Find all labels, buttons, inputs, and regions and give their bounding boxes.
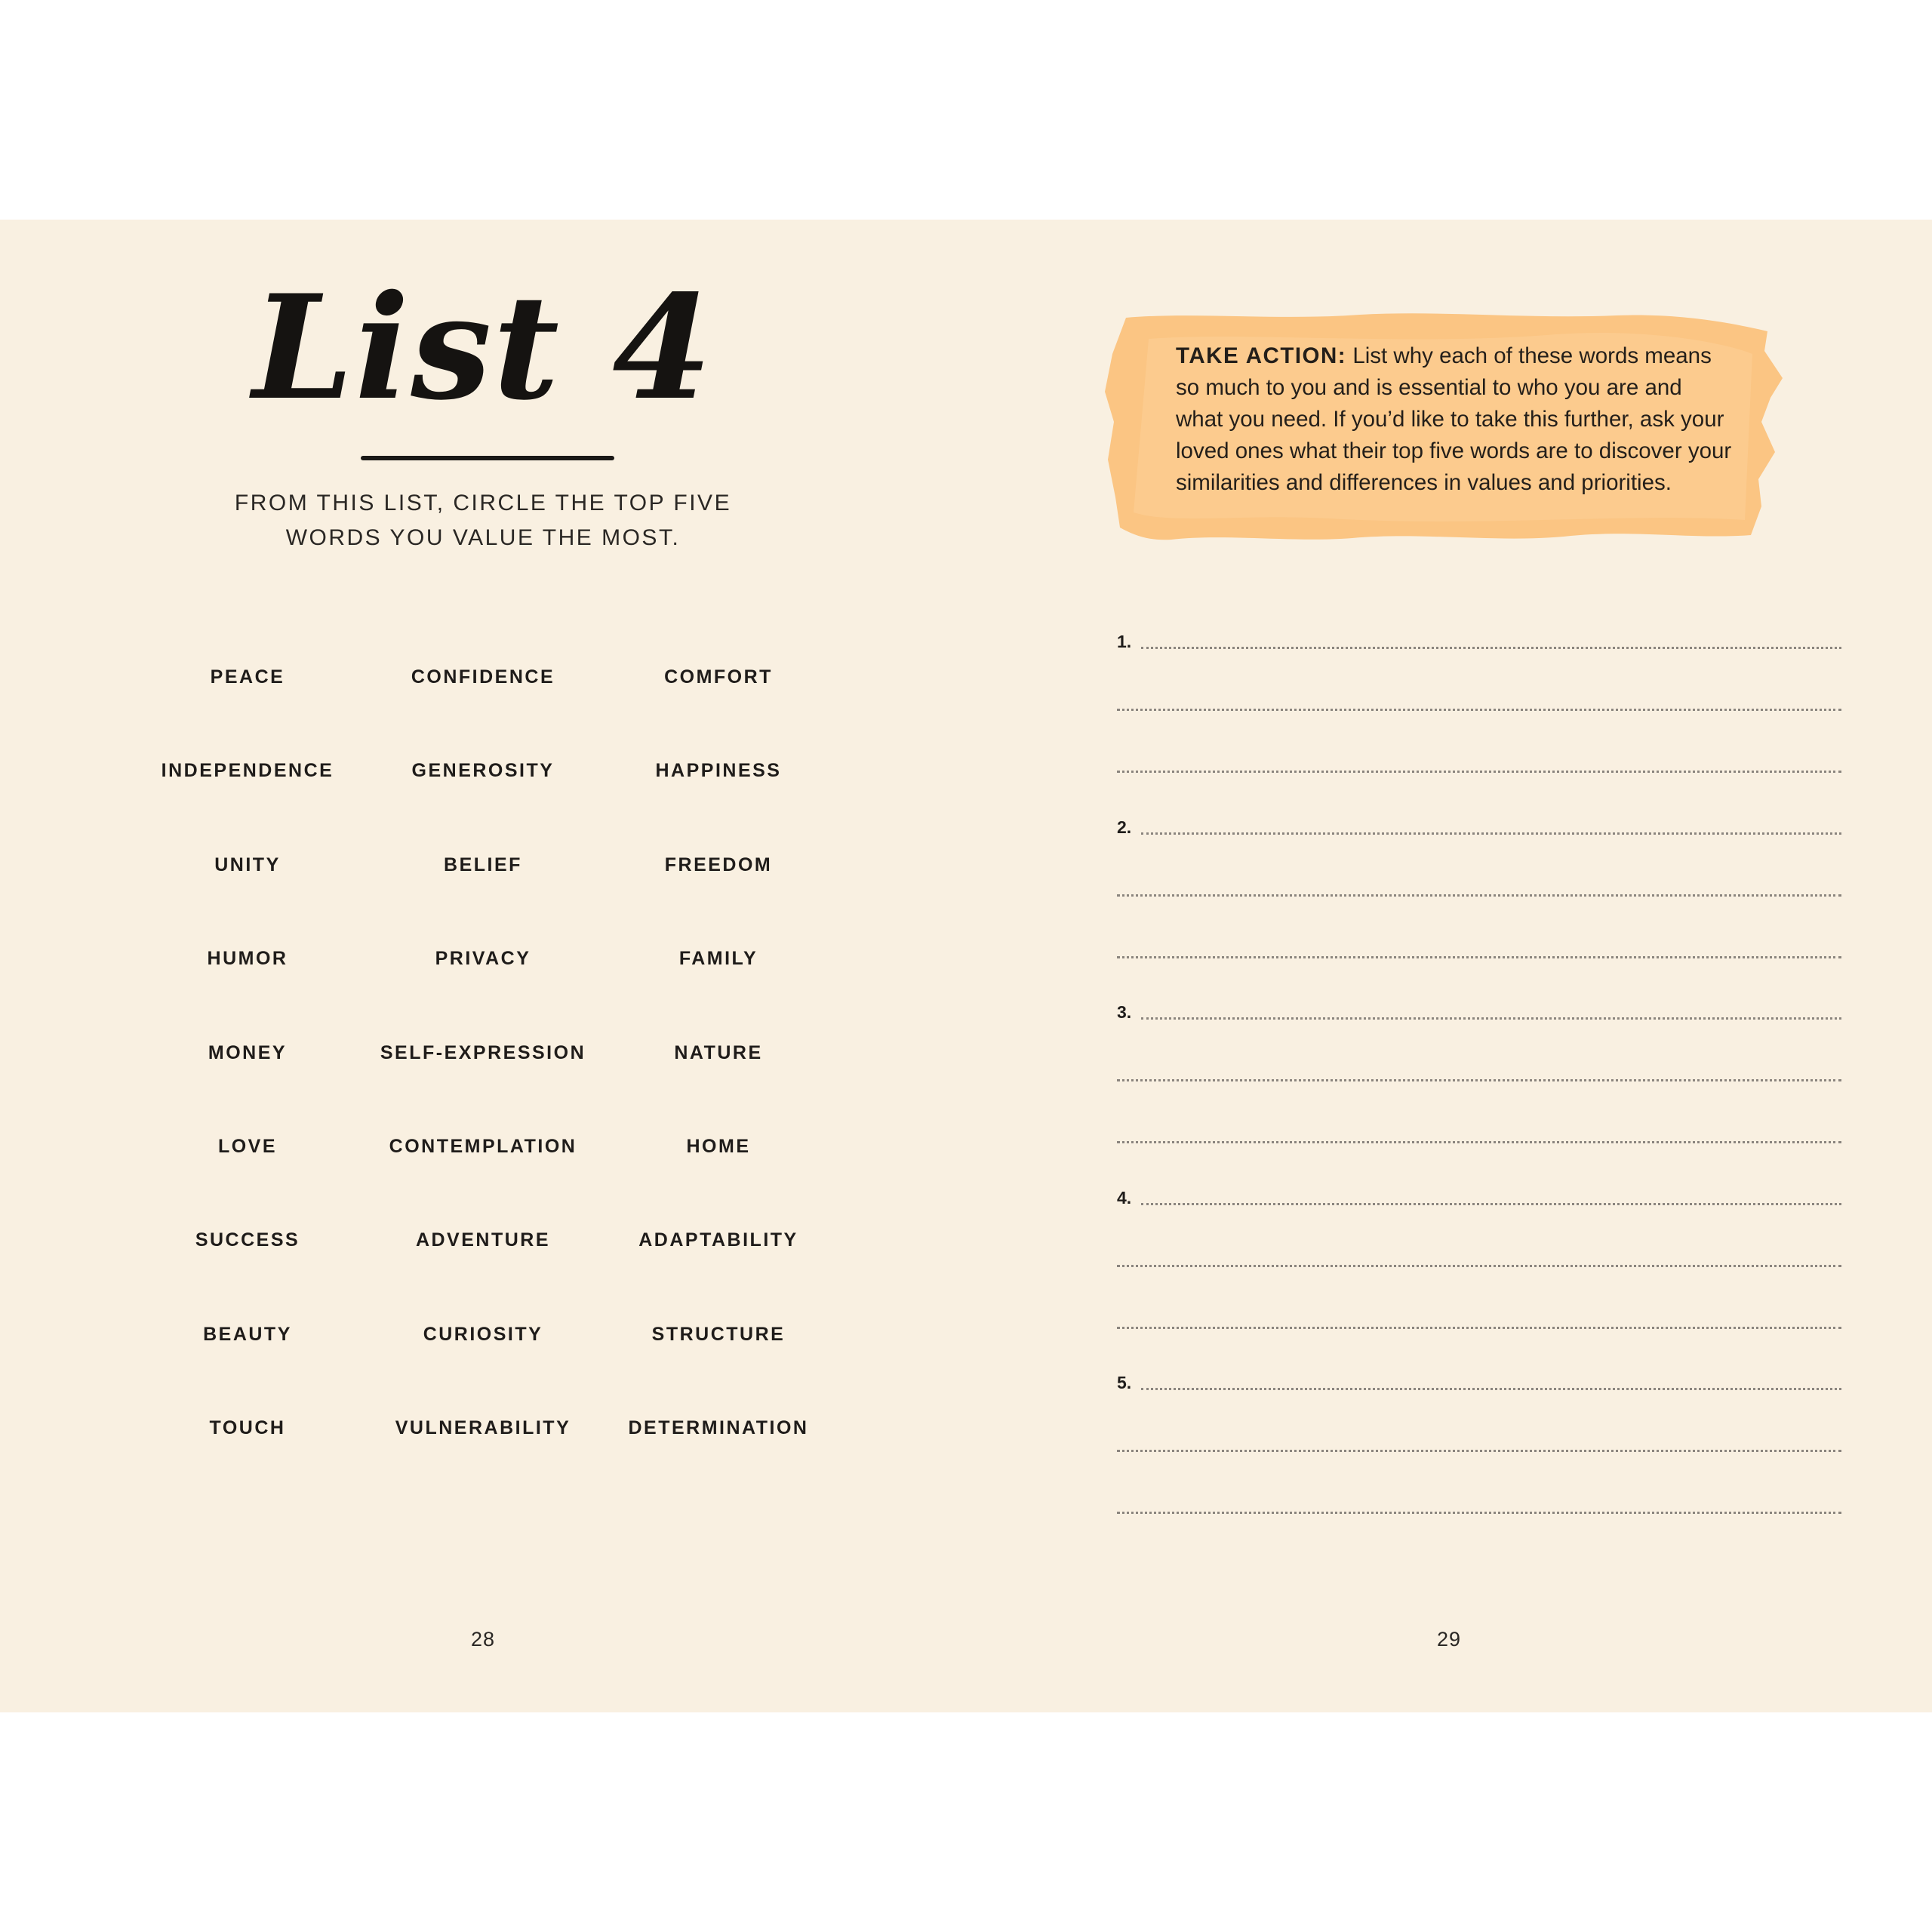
- dotted-line: [1117, 1265, 1841, 1267]
- writing-line[interactable]: [1117, 994, 1841, 1024]
- instruction-line-2: WORDS YOU VALUE THE MOST.: [285, 525, 681, 550]
- take-action-text: [1176, 340, 1734, 499]
- value-word[interactable]: LOVE: [217, 1136, 278, 1157]
- left-page: [0, 220, 966, 1712]
- take-action-body: List why each of these words means so much to you and is essential to who you are and what you need. If you’d like to take this further, ask your loved ones what their top five words are to discover your similarities and differences in values and priorities.: [1176, 343, 1732, 495]
- value-word[interactable]: DETERMINATION: [628, 1417, 809, 1439]
- writing-line[interactable]: [1117, 1364, 1841, 1395]
- value-word[interactable]: HUMOR: [207, 948, 288, 970]
- dotted-line: [1117, 956, 1841, 958]
- value-word[interactable]: GENEROSITY: [411, 760, 555, 782]
- item-number: 3.: [1117, 1002, 1132, 1022]
- dotted-line: [1141, 647, 1841, 649]
- writing-line[interactable]: [1117, 747, 1841, 777]
- item-number: 5.: [1117, 1373, 1132, 1392]
- value-word[interactable]: CONTEMPLATION: [389, 1136, 577, 1157]
- take-action-callout: [1103, 309, 1798, 568]
- writing-line[interactable]: [1117, 1056, 1841, 1086]
- writing-line[interactable]: [1117, 1118, 1841, 1148]
- item-number: 2.: [1117, 817, 1132, 837]
- value-word[interactable]: INDEPENDENCE: [161, 760, 334, 782]
- value-word[interactable]: PRIVACY: [435, 948, 531, 970]
- dotted-line: [1117, 1327, 1841, 1329]
- right-page: [966, 220, 1932, 1712]
- value-word[interactable]: SUCCESS: [195, 1229, 300, 1251]
- dotted-line: [1117, 894, 1841, 897]
- title-underline: [361, 456, 614, 460]
- value-word[interactable]: CONFIDENCE: [411, 666, 555, 688]
- value-word[interactable]: TOUCH: [209, 1417, 286, 1439]
- value-word[interactable]: FAMILY: [678, 948, 758, 970]
- value-word[interactable]: VULNERABILITY: [395, 1417, 571, 1439]
- dotted-line: [1141, 1017, 1841, 1020]
- writing-line[interactable]: [1117, 1488, 1841, 1518]
- page-title: List 4: [252, 263, 714, 432]
- item-number: 1.: [1117, 632, 1132, 651]
- value-word[interactable]: PEACE: [210, 666, 285, 688]
- value-word[interactable]: COMFORT: [664, 666, 773, 688]
- page-number: 28: [470, 1628, 496, 1651]
- value-word[interactable]: STRUCTURE: [651, 1323, 786, 1345]
- value-word[interactable]: MONEY: [208, 1041, 288, 1063]
- value-word[interactable]: HOME: [686, 1136, 751, 1157]
- dotted-line: [1117, 1450, 1841, 1452]
- dotted-line: [1141, 1203, 1841, 1205]
- writing-line[interactable]: [1117, 871, 1841, 901]
- dotted-line: [1117, 1141, 1841, 1143]
- value-word[interactable]: FREEDOM: [664, 854, 773, 875]
- book-spread: [0, 220, 1932, 1712]
- writing-line[interactable]: [1117, 1180, 1841, 1210]
- dotted-line: [1117, 771, 1841, 773]
- value-word[interactable]: CURIOSITY: [423, 1323, 543, 1345]
- writing-line[interactable]: [1117, 1241, 1841, 1272]
- value-word[interactable]: ADVENTURE: [415, 1229, 551, 1251]
- instruction-text: [181, 486, 785, 555]
- dotted-line: [1141, 1388, 1841, 1390]
- writing-line[interactable]: [1117, 1303, 1841, 1334]
- writing-line[interactable]: [1117, 809, 1841, 839]
- writing-line[interactable]: [1117, 933, 1841, 963]
- dotted-line: [1141, 832, 1841, 835]
- take-action-label: TAKE ACTION:: [1176, 343, 1347, 368]
- value-word[interactable]: BEAUTY: [203, 1323, 292, 1345]
- instruction-line-1: FROM THIS LIST, CIRCLE THE TOP FIVE: [234, 491, 732, 515]
- value-word[interactable]: UNITY: [214, 854, 281, 875]
- dotted-line: [1117, 1512, 1841, 1514]
- dotted-line: [1117, 709, 1841, 711]
- word-grid: [0, 665, 966, 1533]
- dotted-line: [1117, 1079, 1841, 1081]
- value-word[interactable]: HAPPINESS: [655, 760, 782, 782]
- item-number: 4.: [1117, 1187, 1132, 1208]
- writing-line[interactable]: [1117, 685, 1841, 715]
- page-number: 29: [1436, 1628, 1462, 1651]
- value-word[interactable]: SELF-EXPRESSION: [380, 1041, 586, 1063]
- value-word[interactable]: BELIEF: [444, 854, 522, 875]
- value-word[interactable]: NATURE: [674, 1041, 763, 1063]
- value-word[interactable]: ADAPTABILITY: [638, 1229, 798, 1251]
- writing-line[interactable]: [1117, 623, 1841, 654]
- writing-line[interactable]: [1117, 1426, 1841, 1457]
